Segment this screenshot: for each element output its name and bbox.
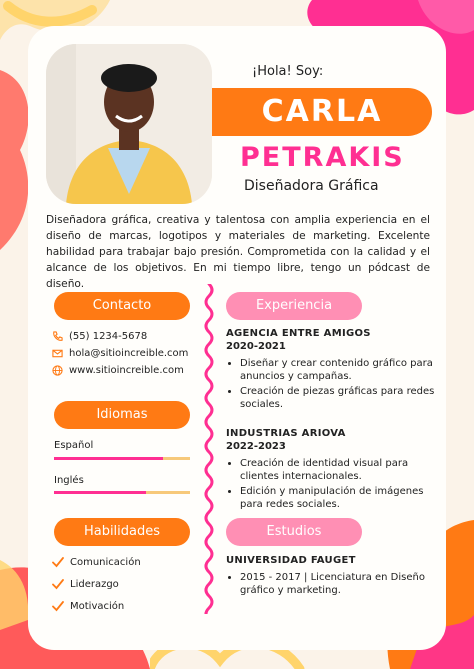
person-portrait-icon — [46, 44, 212, 204]
contact-email[interactable] — [52, 348, 188, 359]
checkmark-icon — [52, 556, 64, 568]
contact-heading: Contacto — [54, 292, 190, 320]
job-bullet: • Edición y manipulación de imágenes para redes sociales. — [240, 485, 436, 511]
skill-item: Liderazgo — [52, 578, 119, 590]
education-entry — [226, 555, 436, 599]
globe-icon — [52, 365, 63, 376]
phone-text: (55) 1234-5678 — [69, 331, 148, 342]
skill-item: Motivación — [52, 600, 124, 612]
contact-phone — [52, 331, 147, 342]
job-bullet: • Diseñar y crear contenido gráfico para anuncios y campañas. — [240, 357, 436, 383]
school-name: UNIVERSIDAD FAUGET — [226, 555, 356, 566]
language-bar-spanish — [54, 457, 190, 460]
job-bullet: • Creación de piezas gráficas para redes sociales. — [240, 385, 436, 411]
job-bullet: • Creación de identidad visual para clientes internacionales. — [240, 457, 436, 483]
job-years: 2020-2021 — [226, 341, 286, 352]
intro-paragraph: Diseñadora gráfica, creativa y talentosa con amplia experiencia en el diseño de marcas, logotipos y materiales de marketing. Excelente habilidad para trabajar bajo presión. Comprometida con la calidad y el alcance de los objetivos. En mi tiempo libre, tengo un pódcast de diseño. — [46, 214, 430, 290]
job-entry-2 — [226, 428, 436, 513]
contact-web[interactable] — [52, 365, 184, 376]
language-bar-english — [54, 491, 190, 494]
web-text: www.sitioincreible.com — [69, 365, 184, 376]
checkmark-icon — [52, 578, 64, 590]
email-text: hola@sitioincreible.com — [69, 348, 189, 359]
company-name: INDUSTRIAS ARIOVA — [226, 428, 346, 439]
job-entry-1 — [226, 328, 436, 413]
last-name: PETRAKIS — [240, 142, 405, 173]
wavy-divider — [201, 284, 217, 614]
checkmark-icon — [52, 600, 64, 612]
education-bullet: • 2015 - 2017 | Licenciatura en Diseño gráfico y marketing. — [240, 571, 436, 597]
experience-heading: Experiencia — [226, 292, 362, 320]
skill-item: Comunicación — [52, 556, 141, 568]
language-label-spanish: Español — [54, 440, 94, 451]
skills-heading: Habilidades — [54, 518, 190, 546]
profile-photo — [46, 44, 212, 204]
language-label-english: Inglés — [54, 475, 84, 486]
greeting-text: ¡Hola! Soy: — [252, 64, 324, 79]
first-name: CARLA — [212, 88, 432, 136]
job-title: Diseñadora Gráfica — [244, 178, 379, 194]
phone-icon — [52, 331, 63, 342]
education-heading: Estudios — [226, 518, 362, 546]
company-name: AGENCIA ENTRE AMIGOS — [226, 328, 371, 339]
job-years: 2022-2023 — [226, 441, 286, 452]
languages-heading: Idiomas — [54, 401, 190, 429]
mail-icon — [52, 348, 63, 359]
